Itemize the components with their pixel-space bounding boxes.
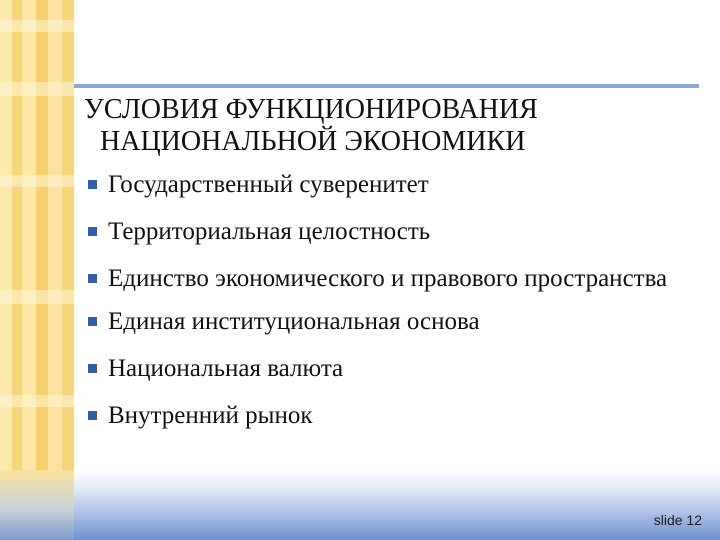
square-bullet-icon [88, 317, 97, 326]
title-divider [74, 84, 699, 88]
left-decorative-band [0, 0, 74, 540]
square-bullet-icon [88, 411, 97, 420]
bullet-text: Единая институциональная основа [108, 308, 480, 335]
square-bullet-icon [88, 180, 97, 189]
title-line-1: УСЛОВИЯ ФУНКЦИОНИРОВАНИЯ [84, 94, 538, 125]
bullet-item [88, 307, 698, 337]
square-bullet-icon [88, 364, 97, 373]
bottom-left-corner [0, 470, 74, 540]
bullet-text: Национальная валюта [108, 355, 344, 382]
square-bullet-icon [88, 227, 97, 236]
slide-number: slide 12 [653, 512, 702, 528]
bullet-list [88, 170, 698, 448]
square-bullet-icon [88, 274, 97, 283]
bullet-item [88, 170, 698, 200]
slide-title [84, 94, 704, 158]
bullet-text: Государственный суверенитет [108, 171, 429, 198]
bullet-item [88, 264, 698, 294]
bottom-gradient-band [0, 470, 720, 540]
bullet-item [88, 217, 698, 247]
title-line-2: НАЦИОНАЛЬНОЙ ЭКОНОМИКИ [100, 126, 526, 157]
bullet-text: Территориальная целостность [108, 218, 431, 245]
bullet-text: Внутренний рынок [108, 402, 313, 429]
bullet-text: Единство экономического и правового пространства [108, 265, 668, 292]
bullet-item [88, 401, 698, 431]
bullet-item [88, 354, 698, 384]
